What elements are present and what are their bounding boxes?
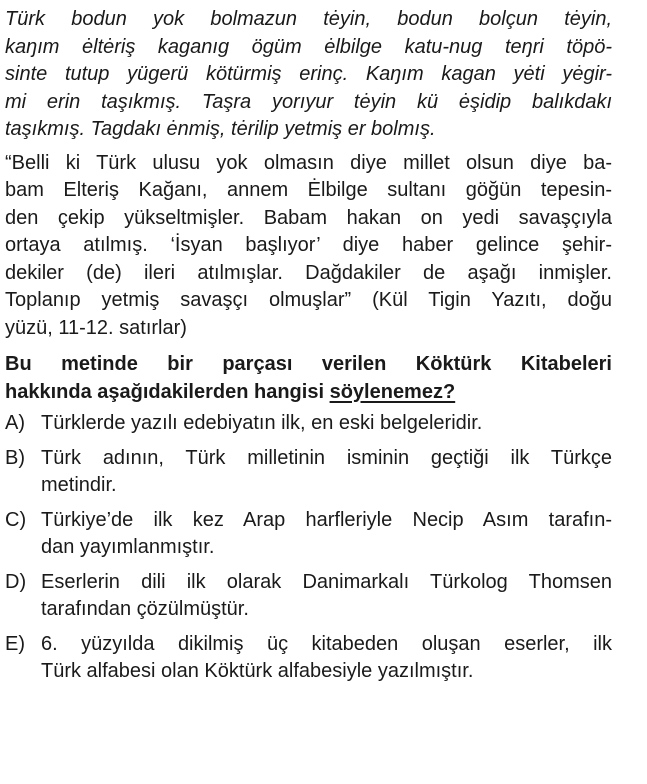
translation-line: Toplanıp yetmiş savaşçı olmuşlar” (Kül Tigin Yazıtı, doğu: [5, 289, 612, 311]
question-line: [5, 379, 612, 407]
option-e[interactable]: [5, 631, 612, 686]
option-letter: C): [5, 508, 27, 531]
question-line: Bu metinde bir parçası verilen Köktürk Kitabeleri: [5, 353, 612, 375]
translation-line: “Belli ki Türk ulusu yok olmasın diye millet olsun diye ba-: [5, 151, 612, 174]
inscription-line: taşıkmış. Tagdakı ėnmiş, tėrilip yetmiş er bolmış.: [5, 118, 436, 140]
inscription-line: kaŋım ėltėriş kaganıg ögüm ėlbilge katu-nug teŋri töpö-: [5, 35, 612, 58]
option-text: Türkiye’de ilk kez Arap harfleriyle Necip Asım tarafın-: [41, 508, 612, 531]
question-prefix: hakkında aşağıdakilerden hangisi: [5, 380, 325, 403]
option-text: Türk alfabesi olan Köktürk alfabesiyle yazılmıştır.: [41, 660, 474, 682]
option-text: 6. yüzyılda dikilmiş üç kitabeden oluşan eserler, ilk: [41, 632, 612, 655]
inscription-line: sinte tutup yügerü kötürmiş erinç. Kaŋım kagan yėti yėgir-: [5, 63, 612, 85]
inscription-line: Türk bodun yok bolmazun tėyin, bodun bolçun tėyin,: [5, 8, 612, 30]
option-letter: A): [5, 412, 25, 434]
option-letter: D): [5, 570, 27, 593]
translation-line: bam Elteriş Kağanı, annem Ėlbilge sultanı göğün tepesin-: [5, 179, 612, 201]
option-d[interactable]: [5, 569, 612, 624]
option-text: Türklerde yazılı edebiyatın ilk, en eski belgeleridir.: [41, 412, 483, 434]
inscription-line: mi erin taşıkmış. Taşra yorıyur tėyin kü ėşidip balıkdakı: [5, 90, 612, 113]
translation-block: [5, 150, 612, 343]
option-b[interactable]: [5, 445, 612, 500]
option-letter: B): [5, 446, 25, 469]
translation-line: den çekip yükseltmişler. Babam hakan on yedi savaşçıyla: [5, 206, 612, 229]
translation-line: dekiler (de) ileri atılmışlar. Dağdakiler de aşağı inmişler.: [5, 261, 612, 284]
option-c[interactable]: [5, 507, 612, 562]
option-text: tarafından çözülmüştür.: [41, 598, 249, 620]
option-a[interactable]: [5, 410, 612, 438]
option-text: Türk adının, Türk milletinin isminin geçtiği ilk Türkçe: [41, 446, 612, 469]
question-stem: [5, 351, 612, 406]
option-text: dan yayımlanmıştır.: [41, 536, 215, 558]
option-text: Eserlerin dili ilk olarak Danimarkalı Türkolog Thomsen: [41, 570, 612, 593]
translation-line: ortaya atılmış. ‘İsyan başlıyor’ diye haber gelince şehir-: [5, 234, 612, 256]
question-page: [5, 6, 612, 686]
option-letter: E): [5, 632, 25, 655]
translation-line: yüzü, 11-12. satırlar): [5, 316, 187, 339]
inscription-block: [5, 6, 612, 144]
question-emphasis: söylenemez?: [329, 380, 456, 403]
option-text: metindir.: [41, 474, 117, 496]
